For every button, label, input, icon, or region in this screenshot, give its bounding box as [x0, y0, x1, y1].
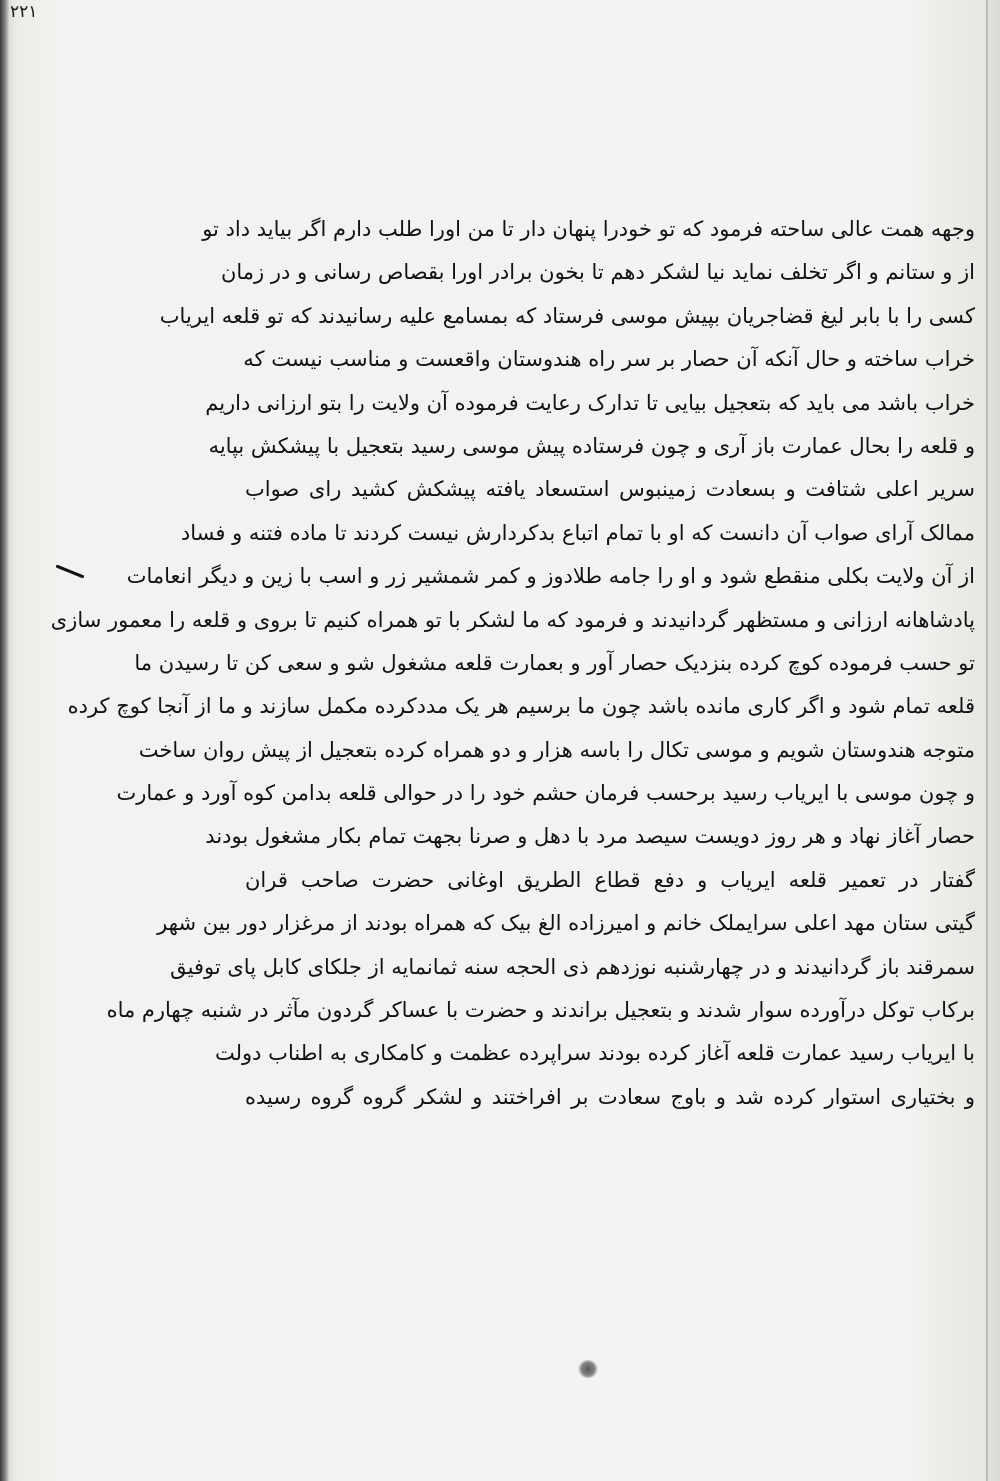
- text-line: از آن ولایت بکلی منقطع شود و او را جامه طلادوز و کمر شمشیر زر و اسب با زین و دیگر انعامات: [126, 564, 975, 589]
- text-line: گیتی ستان مهد اعلی سرایملک خانم و امیرزاده الغ بیک که همراه بودند از مرغزار دور بین شهر: [157, 911, 975, 936]
- page-binding-edge: [0, 0, 9, 1481]
- text-line: از و ستانم و اگر تخلف نماید نیا لشکر دهم تا بخون برادر اورا بقصاص رسانی و در زمان: [220, 260, 975, 285]
- text-line: سریر اعلی شتافت و بسعادت زمینبوس استسعاد یافته پیشکش کشید رای صواب: [245, 477, 975, 502]
- text-line: کسی را با بابر لیغ قضاجریان بپیش موسی فرستاد که بمسامع علیه رسانیدند که تو قلعه ایریاب: [159, 303, 975, 328]
- text-line: و بختیاری استوار کرده شد و باوج سعادت بر افراختند و لشکر گروه گروه رسیده: [245, 1084, 975, 1109]
- text-line: سمرقند باز گردانیدند و در چهارشنبه نوزدهم ذی الحجه سنه ثمانمایه از جلکای کابل پای توفیق: [170, 954, 975, 979]
- text-line: برکاب توکل درآورده سوار شدند و بتعجیل براندند و حضرت با عساکر گردون مآثر در شنبه چهارم ماه: [106, 998, 975, 1023]
- folio-number: ٢٢١: [10, 2, 38, 22]
- section-heading-line: گفتار در تعمیر قلعه ایریاب و دفع قطاع الطریق اوغانی حضرت صاحب قران: [245, 867, 975, 892]
- text-line: وجهه همت عالی ساحته فرمود که تو خودرا پنهان دار تا من اورا طلب دارم اگر بیاید داد تو: [202, 217, 975, 241]
- text-line: پادشاهانه ارزانی و مستظهر گردانیدند و فرمود که ما لشکر با تو همراه کنیم تا بروی و قلعه را معمور سازی: [50, 607, 975, 632]
- manuscript-text-block: [50, 208, 975, 1119]
- text-line: و چون موسی با ایریاب رسید برحسب فرمان حشم خود را در حوالی قلعه بدامن کوه آورد و عمارت: [116, 781, 975, 806]
- text-line: با ایریاب رسید عمارت قلعه آغاز کرده بودند سراپرده عظمت و کامکاری به اطناب دولت: [215, 1041, 975, 1066]
- text-line: خراب ساخته و حال آنکه آن حصار بر سر راه هندوستان واقعست و مناسب نیست که: [243, 347, 975, 372]
- text-line: و قلعه را بحال عمارت باز آری و چون فرستاده پیش موسی رسید بتعجیل با پیشکش بپایه: [208, 433, 975, 458]
- text-line: خراب باشد می باید که بتعجیل بیایی تا تدارک رعایت فرموده آن ولایت را بتو ارزانی داریم: [205, 390, 975, 415]
- text-line: ممالک آرای صواب آن دانست که او با تمام اتباع بدکردارش نیست کردند تا ماده فتنه و فساد: [180, 520, 975, 545]
- text-line: تو حسب فرموده کوچ کرده بنزدیک حصار آور و بعمارت قلعه مشغول شو و سعی کن تا رسیدن ما: [134, 650, 975, 675]
- text-line: متوجه هندوستان شویم و موسی تکال را باسه هزار و دو همراه کرده بتعجیل از پیش روان ساخت: [138, 737, 975, 762]
- margin-ink-mark: [56, 564, 85, 578]
- page-right-edge: [986, 0, 988, 1481]
- ink-spot: [578, 1360, 598, 1378]
- text-line: قلعه تمام شود و اگر کاری مانده باشد چون ما برسیم هر یک مددکرده مکمل سازند و ما از آنجا کوچ کرده: [67, 694, 975, 719]
- text-line: حصار آغاز نهاد و هر روز دویست سیصد مرد با دهل و صرنا بجهت تمام بکار مشغول بودند: [205, 824, 975, 849]
